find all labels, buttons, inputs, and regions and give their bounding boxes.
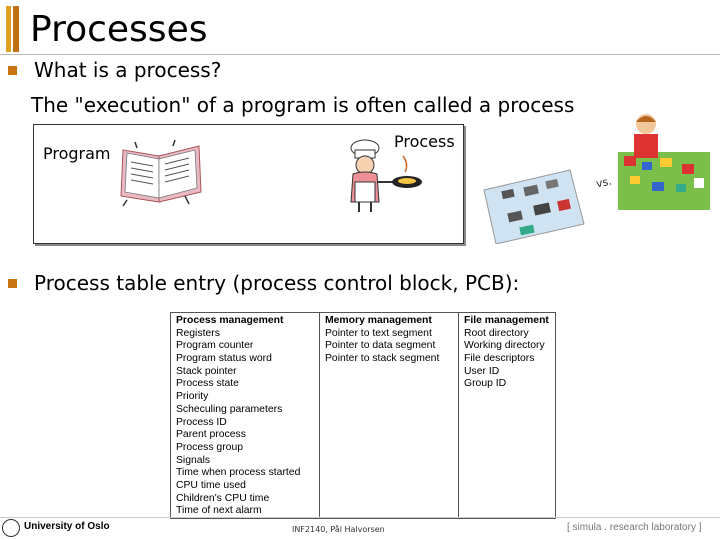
university-seal-icon: [2, 519, 20, 537]
table-cell: Working directory: [464, 340, 545, 352]
column-header: Memory management: [325, 315, 432, 326]
table-cell: Process state: [176, 378, 239, 390]
table-cell: Pointer to text segment: [325, 327, 432, 339]
bullet-marker: [8, 66, 17, 75]
table-cell: Root directory: [464, 327, 529, 339]
table-cell: Group ID: [464, 378, 507, 390]
table-cell: Signals: [176, 454, 211, 466]
column-header: File management: [464, 315, 549, 326]
bullet-process-table-entry: Process table entry (process control block, PCB):: [34, 271, 520, 295]
table-cell: User ID: [464, 365, 500, 377]
table-cell: Stack pointer: [176, 365, 237, 377]
pcb-table: [170, 312, 556, 519]
table-cell: File descriptors: [464, 353, 535, 364]
table-cell: Registers: [176, 327, 220, 339]
memory-management-column: [320, 313, 459, 518]
title-accent-bar-dark: [13, 6, 19, 52]
title-accent-bar: [6, 6, 11, 52]
lego-instructions-image: [480, 168, 586, 244]
table-cell: Time of next alarm: [176, 505, 262, 517]
vs-label: vs.: [594, 174, 613, 191]
table-cell: Time when process started: [176, 467, 301, 479]
slide-title: Processes: [30, 9, 208, 50]
child-with-lego-image: [612, 112, 716, 212]
university-name: University of Oslo: [24, 521, 110, 532]
table-cell: Priority: [176, 391, 209, 403]
course-label: INF2140, Pål Halvorsen: [292, 525, 385, 534]
table-cell: Process group: [176, 441, 243, 453]
table-cell: Scheculing parameters: [176, 403, 283, 415]
bullet-marker: [8, 279, 17, 288]
table-cell: Process ID: [176, 416, 227, 428]
file-management-column: [459, 313, 555, 518]
table-cell: Program counter: [176, 340, 254, 352]
table-cell: Program status word: [176, 353, 272, 364]
footer-divider: [0, 517, 720, 518]
recipe-book-icon: [115, 140, 205, 210]
table-cell: Pointer to data segment: [325, 340, 436, 352]
table-cell: CPU time used: [176, 480, 246, 492]
title-divider: [0, 54, 720, 55]
table-cell: Parent process: [176, 429, 246, 441]
table-cell: Pointer to stack segment: [325, 353, 440, 364]
program-label: Program: [43, 144, 111, 163]
execution-definition: The "execution" of a program is often called a process: [31, 93, 575, 117]
chef-cooking-icon: [343, 138, 425, 214]
column-header: Process management: [176, 315, 284, 326]
process-label: Process: [394, 132, 455, 151]
process-management-column: [171, 313, 320, 518]
table-cell: Children's CPU time: [176, 492, 270, 504]
bullet-what-is-process: What is a process?: [34, 58, 222, 82]
lab-logo-text: [ simula . research laboratory ]: [567, 522, 702, 533]
